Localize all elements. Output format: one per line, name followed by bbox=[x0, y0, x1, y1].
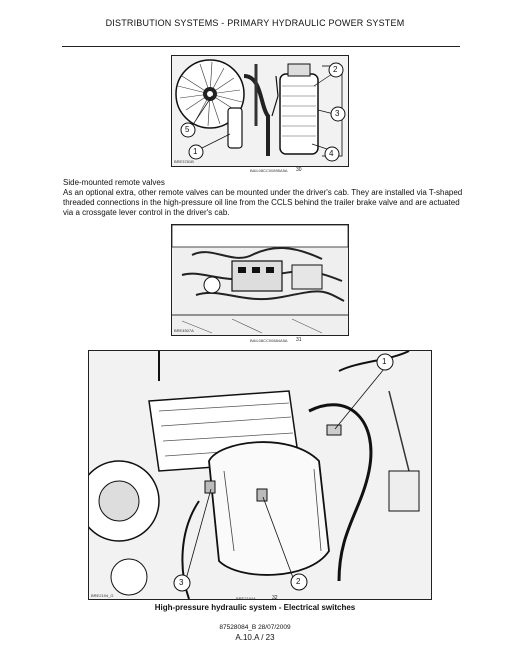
figure-1-image-code: BRE3781B bbox=[174, 159, 194, 164]
figure-2-caption-code: BAIL08CC00884A5A bbox=[250, 338, 288, 343]
section-title: Side-mounted remote valves bbox=[63, 178, 165, 187]
callout-4: 4 bbox=[329, 149, 334, 158]
figure-1-illustration bbox=[172, 56, 348, 166]
figure-2-illustration bbox=[172, 225, 348, 335]
figure-3-illustration bbox=[89, 351, 431, 599]
figure-2-image-code: BRE4507A bbox=[174, 328, 194, 333]
callout-1: 1 bbox=[193, 147, 198, 156]
figure-3-caption-code: BRE2194A bbox=[236, 596, 256, 601]
callout-3: 3 bbox=[335, 109, 340, 118]
figure-1-caption-code: BAIL08CC00895A5A bbox=[250, 168, 288, 173]
footer-document-reference: 87528084_B 28/07/2009 bbox=[219, 624, 291, 631]
figure-2-number: 31 bbox=[296, 337, 302, 343]
page-header: DISTRIBUTION SYSTEMS - PRIMARY HYDRAULIC POWER SYSTEM bbox=[105, 18, 405, 28]
figure-1-engine-filters bbox=[171, 55, 349, 167]
figure-1-number: 30 bbox=[296, 167, 302, 173]
figure-2-remote-valves bbox=[171, 224, 349, 336]
callout-5: 5 bbox=[185, 125, 190, 134]
callout-1: 1 bbox=[382, 357, 387, 366]
figure-3-electrical-switches bbox=[88, 350, 432, 600]
figure-3-caption: High-pressure hydraulic system - Electrical switches bbox=[154, 603, 356, 612]
figure-3-image-code: BRE2194_G bbox=[91, 593, 114, 598]
section-body: As an optional extra, other remote valves can be mounted under the driver's cab. They are installed via T-shaped threaded connections in the high-pressure oil line from the CCLS behind the trailer brake valve and are actuated via a crossgate lever control in the driver's cab. bbox=[63, 188, 463, 217]
callout-2: 2 bbox=[296, 577, 301, 586]
header-divider bbox=[62, 46, 460, 47]
callout-2: 2 bbox=[333, 65, 338, 74]
figure-3-number: 32 bbox=[272, 595, 278, 601]
footer-page-number: A.10.A / 23 bbox=[235, 633, 275, 642]
callout-3: 3 bbox=[179, 578, 184, 587]
